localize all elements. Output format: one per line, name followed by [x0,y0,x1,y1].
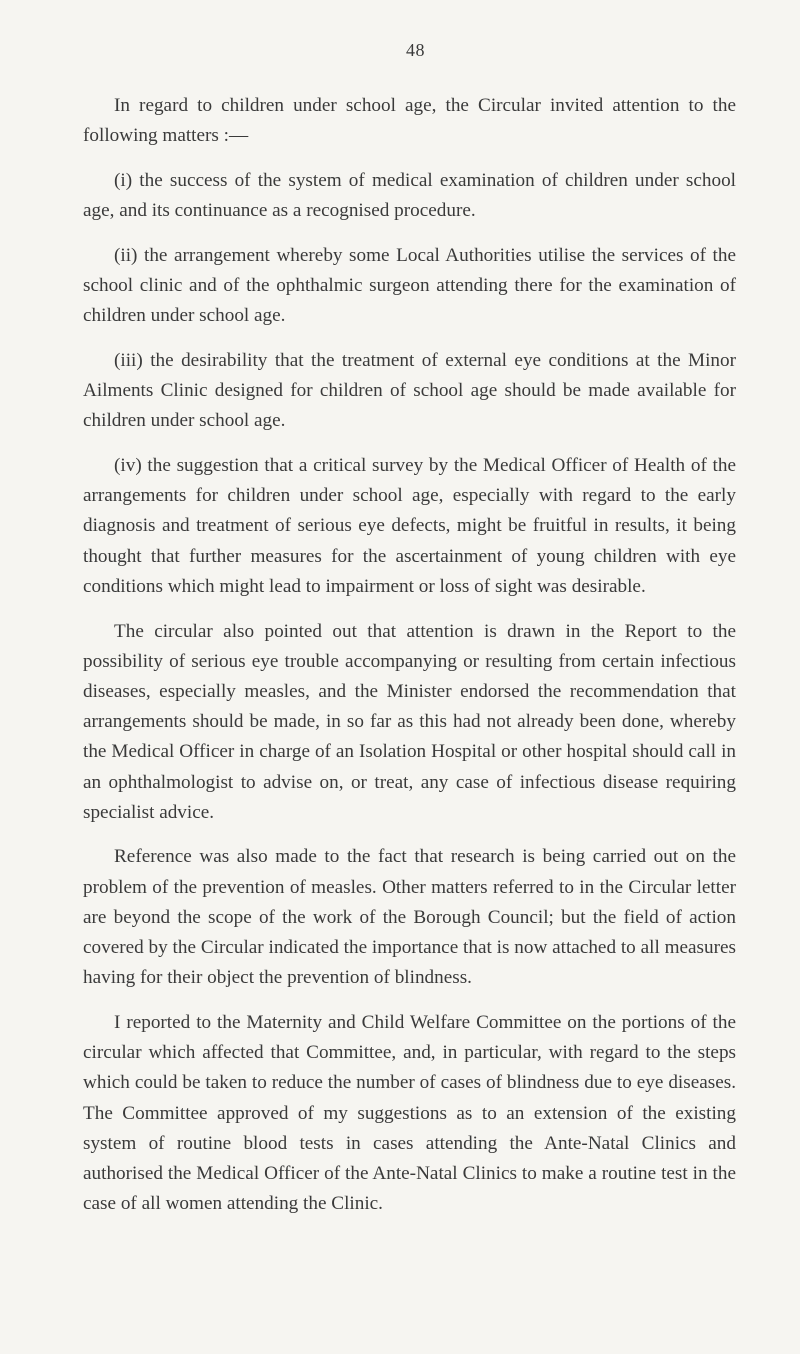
circular-paragraph: The circular also pointed out that attention is drawn in the Report to the possibility of serious eye trouble accompanying or resulting from certain infectious diseases, especially measles, and the Minister endorsed the recommendation that arrangements should be made, in so far as this had not already been done, whereby the Medical Officer in charge of an Isolation Hospital or other hospital should call in an ophthalmologist to advise on, or treat, any case of infectious disease requiring specialist advice. [83,620,736,823]
intro-paragraph: In regard to children under school age, the Circular invited attention to the following matters :— [83,95,736,147]
page-number: 48 [406,40,425,60]
list-item-i: (i) the success of the system of medical examination of children under school age, and its continuance as a recognised procedure. [83,169,736,222]
reference-paragraph: Reference was also made to the fact that research is being carried out on the problem of the prevention of measles. Other matters referred to in the Circular letter are beyond the scope of the work of the Borough Council; but the field of action covered by the Circular indicated the importance that is now attached to all measures having for their object the prevention of blindness. [83,846,736,989]
list-item-ii: (ii) the arrangement whereby some Local Authorities utilise the services of the school clinic and of the ophthalmic surgeon attending there for the examination of children under school age. [83,244,736,327]
list-item-iv: (iv) the suggestion that a critical survey by the Medical Officer of Health of the arrangements for children under school age, especially with regard to the early diagnosis and treatment of serious eye defects, might be fruitful in results, it being thought that further measures for the ascertainment of young children with eye conditions which might lead to impairment or loss of sight was desirable. [83,455,736,597]
report-paragraph: I reported to the Maternity and Child Welfare Committee on the portions of the circular which affected that Committee, and, in particular, with regard to the steps which could be taken to reduce the number of cases of blindness due to eye diseases. The Committee approved of my suggestions as to an extension of the existing system of routine blood tests in cases attending the Ante-Natal Clinics and authorised the Medical Officer of the Ante-Natal Clinics to make a routine test in the case of all women attending the Clinic. [83,1011,736,1215]
list-item-iii: (iii) the desirability that the treatment of external eye conditions at the Minor Ailments Clinic designed for children of school age should be made available for children under school age. [83,349,736,432]
